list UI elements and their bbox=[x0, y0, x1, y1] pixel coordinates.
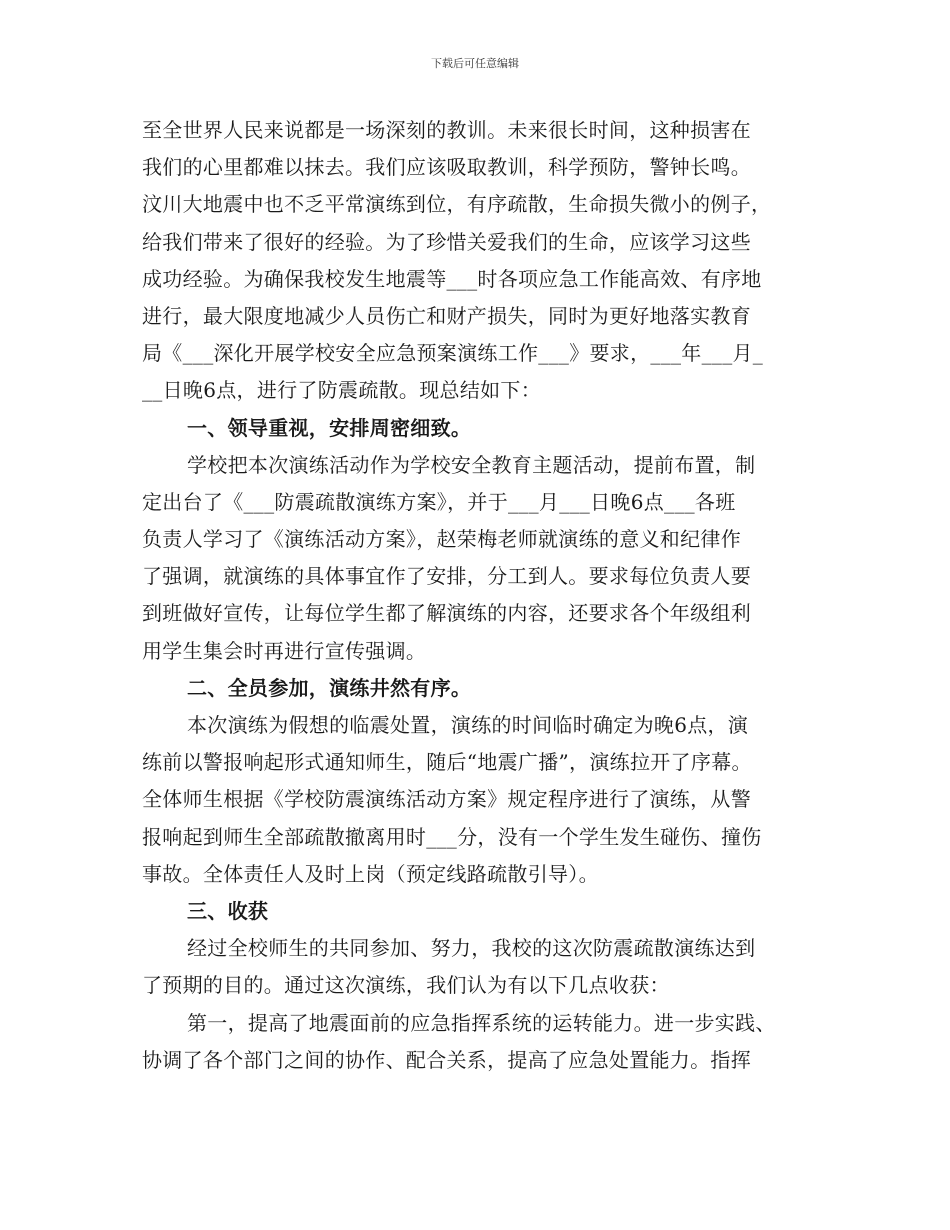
paragraph-line: 进行，最大限度地减少人员伤亡和财产损失，同时为更好地落实教育 bbox=[142, 303, 751, 328]
paragraph-line: 用学生集会时再进行宣传强调。 bbox=[142, 638, 427, 663]
paragraph-line: 学校把本次演练活动作为学校安全教育主题活动，提前布置，制 bbox=[187, 452, 756, 477]
paragraph-line: 给我们带来了很好的经验。为了珍惜关爱我们的生命，应该学习这些 bbox=[142, 229, 751, 254]
document-body bbox=[142, 112, 812, 1079]
paragraph-line: 经过全校师生的共同参加、努力，我校的这次防震疏散演练达到 bbox=[187, 936, 756, 961]
paragraph-line: 了预期的目的。通过这次演练，我们认为有以下几点收获： bbox=[142, 973, 670, 998]
paragraph-line: 负责人学习了《演练活动方案》，赵荣梅老师就演练的意义和纪律作 bbox=[142, 527, 741, 552]
page-header: 下载后可任意编辑 bbox=[431, 57, 519, 70]
paragraph-line: 局《___深化开展学校安全应急预案演练工作___》要求，___年___月_ bbox=[142, 341, 764, 366]
paragraph-line: 定出台了《___防震疏散演练方案》，并于___月___日晚6点___各班 bbox=[142, 489, 736, 514]
paragraph-line: 事故。全体责任人及时上岗（预定线路疏散引导）。 bbox=[142, 861, 599, 886]
paragraph-line: 协调了各个部门之间的协作、配合关系，提高了应急处置能力。指挥 bbox=[142, 1047, 751, 1072]
paragraph-line: 报响起到师生全部疏散撤离用时___分，没有一个学生发生碰伤、撞伤 bbox=[142, 824, 762, 849]
paragraph-line: 练前以警报响起形式通知师生，随后“地震广播”，演练拉开了序幕。 bbox=[142, 750, 752, 775]
paragraph-line: 本次演练为假想的临震处置，演练的时间临时确定为晚6点，演 bbox=[187, 713, 749, 737]
paragraph-line: 到班做好宣传，让每位学生都了解演练的内容，还要求各个年级组利 bbox=[142, 601, 751, 626]
paragraph-line: __日晚6点，进行了防震疏散。现总结如下： bbox=[142, 378, 542, 403]
paragraph-line: 我们的心里都难以抹去。我们应该吸取教训，科学预防，警钟长鸣。 bbox=[142, 155, 751, 180]
section-heading: 二、全员参加，演练井然有序。 bbox=[187, 675, 472, 700]
paragraph-line: 至全世界人民来说都是一场深刻的教训。未来很长时间，这种损害在 bbox=[142, 118, 751, 142]
paragraph-line: 全体师生根据《学校防震演练活动方案》规定程序进行了演练，从警 bbox=[142, 787, 751, 812]
paragraph-line: 第一，提高了地震面前的应急指挥系统的运转能力。进一步实践、 bbox=[187, 1010, 776, 1035]
section-heading: 三、收获 bbox=[187, 898, 269, 923]
section-heading: 一、领导重视，安排周密细致。 bbox=[187, 415, 472, 440]
paragraph-line: 了强调，就演练的具体事宜作了安排，分工到人。要求每位负责人要 bbox=[142, 564, 751, 589]
paragraph-line: 汶川大地震中也不乏平常演练到位，有序疏散，生命损失微小的例子， bbox=[142, 192, 772, 217]
paragraph-line: 成功经验。为确保我校发生地震等___时各项应急工作能高效、有序地 bbox=[142, 266, 762, 291]
